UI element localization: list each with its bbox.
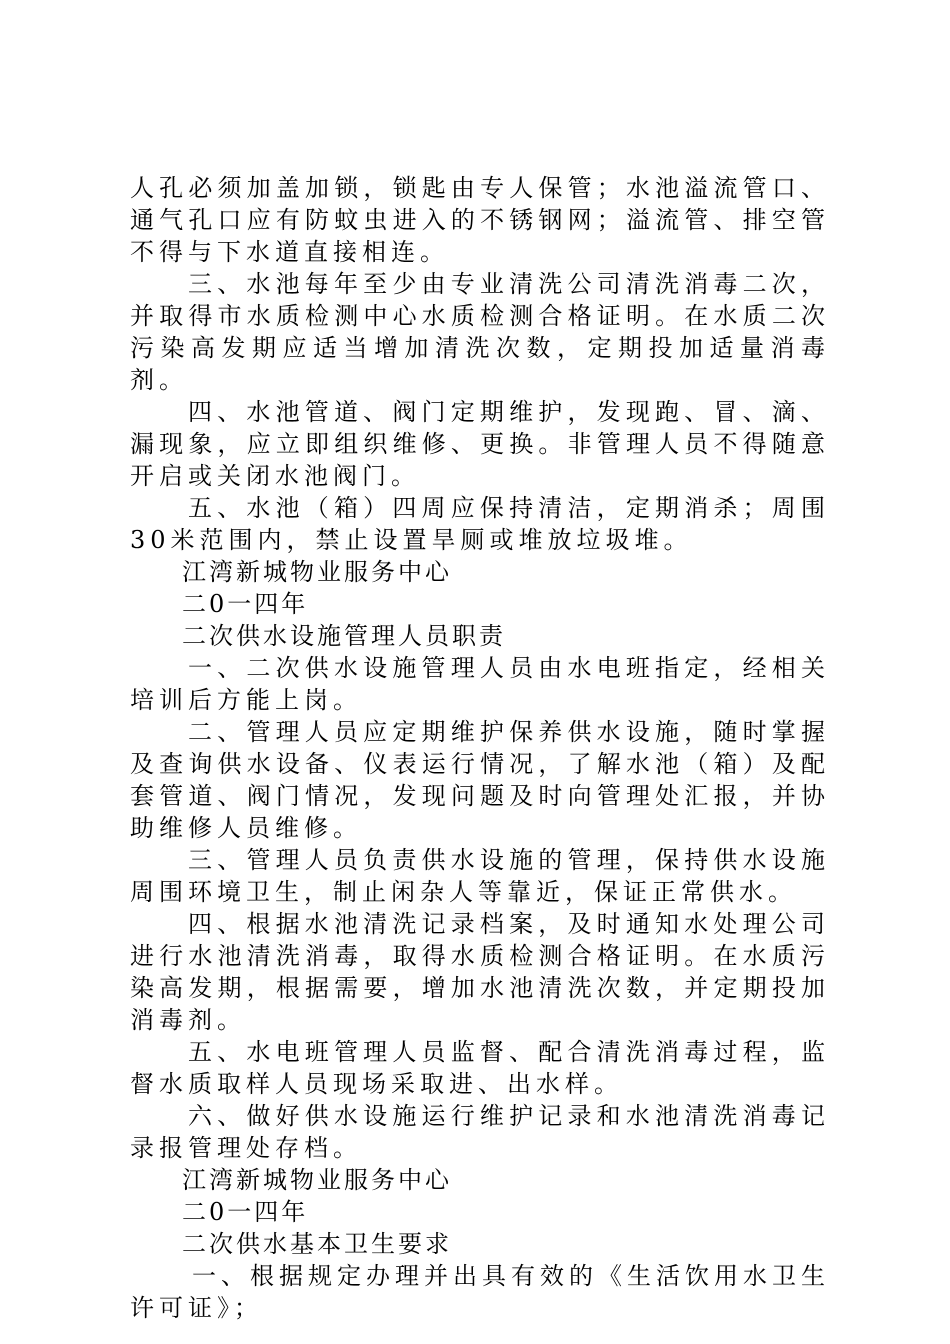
duty-item-4: 四、根据水池清洗记录档案，及时通知水处理公司进行水池清洗消毒，取得水质检测合格证明。在水质污染高发期，根据需要，增加水池清洗次数，并定期投加消毒剂。 [130, 910, 830, 1034]
document-page [130, 172, 830, 1324]
paragraph-maintenance: 四、水池管道、阀门定期维护，发现跑、冒、滴、漏现象，应立即组织维修、更换。非管理人员不得随意开启或关闭水池阀门。 [130, 398, 830, 490]
signature-year: 二0一四年 [182, 590, 309, 618]
duty-item-2: 二、管理人员应定期维护保养供水设施，随时掌握及查询供水设备、仪表运行情况，了解水池（箱）及配套管道、阀门情况，发现问题及时向管理处汇报，并协助维修人员维修。 [130, 718, 830, 842]
paragraph-roof-hatch: 人孔必须加盖加锁，锁匙由专人保管；水池溢流管口、通气孔口应有防蚊虫进入的不锈钢网；溢流管、排空管不得与下水道直接相连。 [130, 174, 830, 266]
duty-item-6: 六、做好供水设施运行维护记录和水池清洗消毒记录报管理处存档。 [130, 1102, 830, 1162]
paragraph-surroundings: 五、水池（箱）四周应保持清洁，定期消杀；周围30米范围内，禁止设置旱厕或堆放垃圾堆。 [130, 494, 830, 554]
duty-item-5: 五、水电班管理人员监督、配合清洗消毒过程，监督水质取样人员现场采取进、出水样。 [130, 1038, 830, 1098]
duty-item-3: 三、管理人员负责供水设施的管理，保持供水设施周围环境卫生，制止闲杂人等靠近，保证正常供水。 [130, 846, 830, 906]
paragraph-cleaning: 三、水池每年至少由专业清洗公司清洗消毒二次，并取得市水质检测中心水质检测合格证明。在水质二次污染高发期应适当增加清洗次数，定期投加适量消毒剂。 [130, 270, 830, 394]
hygiene-item-1: 一、根据规定办理并出具有效的《生活饮用水卫生许可证》； [130, 1262, 830, 1322]
section-heading-duties: 二次供水设施管理人员职责 [182, 622, 506, 650]
section-heading-hygiene: 二次供水基本卫生要求 [182, 1230, 452, 1258]
signature-year-2: 二0一四年 [182, 1198, 309, 1226]
signature-organization: 江湾新城物业服务中心 [182, 558, 452, 586]
signature-organization-2: 江湾新城物业服务中心 [182, 1166, 452, 1194]
duty-item-1: 一、二次供水设施管理人员由水电班指定，经相关培训后方能上岗。 [130, 654, 830, 714]
